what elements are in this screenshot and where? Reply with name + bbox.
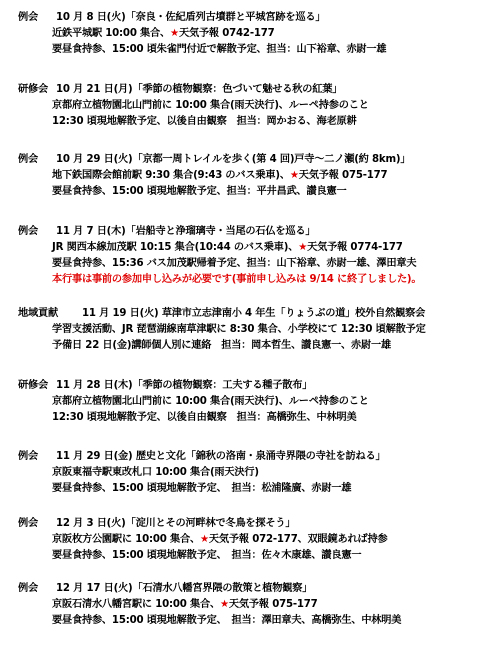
event-category: 地域貢献 bbox=[18, 308, 58, 319]
event-category: 例会 bbox=[18, 226, 38, 237]
event-details: 要昼食持参、15:00 頃朱雀門付近で解散予定、担当：山下裕章、赤尉一雄 bbox=[52, 44, 387, 55]
event-details: 12:30 頃現地解散予定、以後自由観察 担当：岡かおる、海老原耕 bbox=[52, 116, 357, 127]
event-entry bbox=[18, 10, 476, 58]
event-category: 研修会 bbox=[18, 84, 48, 95]
event-entry bbox=[18, 516, 476, 564]
star-icon: ★ bbox=[199, 534, 209, 545]
meeting-info: 京都府立植物園北山門前に 10:00 集合(雨天決行)、ルーペ持参のこと bbox=[52, 100, 369, 111]
event-details: 要昼食持参、15:00 頃現地解散予定、担当：平井昌武、讃良憲一 bbox=[52, 186, 347, 197]
event-title: 11 月 29 日(金) 歴史と文化「錦秋の洛南・泉涌寺界隈の寺社を訪ねる」 bbox=[56, 451, 386, 462]
event-entry bbox=[18, 152, 476, 200]
event-details: 要昼食持参、15:00 頃現地解散予定、 担当：澤田章夫、高橋弥生、中林明美 bbox=[52, 615, 402, 626]
star-icon: ★ bbox=[289, 170, 299, 181]
meeting-info: 京阪枚方公園駅に 10:00 集合、 bbox=[52, 534, 200, 545]
event-details: 要昼食持参、15:00 頃現地解散予定、 担当：佐々木康雄、讃良憲一 bbox=[52, 550, 362, 561]
event-title: 11 月 19 日(火) 草津市立志津南小 4 年生「りょうぶの道」校外自然観察会 bbox=[82, 308, 426, 319]
event-title: 11 月 28 日(木)「季節の植物観察：工夫する種子散布」 bbox=[56, 380, 313, 391]
weather-info: 天気予報 0742-177 bbox=[178, 28, 275, 39]
meeting-info: 学習支援活動、JR 琵琶湖線南草津駅に 8:30 集合、小学校にて 12:30 頃解散予定 bbox=[52, 324, 426, 335]
event-title: 12 月 17 日(火)「石清水八幡宮界隈の散策と植物観察」 bbox=[56, 583, 313, 594]
meeting-info: 地下鉄国際会館前駅 9:30 集合(9:43 のバス乗車)、 bbox=[52, 170, 290, 181]
event-category: 例会 bbox=[18, 583, 38, 594]
event-title: 10 月 21 日(月)「季節の植物観察：色づいて魅せる秋の紅葉」 bbox=[56, 84, 343, 95]
weather-info: 天気予報 072-177、双眼鏡あれば持参 bbox=[208, 534, 388, 545]
event-category: 例会 bbox=[18, 518, 38, 529]
event-details: 予備日 22 日(金)講師個人別に連絡 担当：岡本哲生、讃良憲一、赤尉一雄 bbox=[52, 340, 391, 351]
event-title: 12 月 3 日(火)「淀川とその河畔林で冬鳥を探そう」 bbox=[56, 518, 296, 529]
event-category: 例会 bbox=[18, 451, 38, 462]
meeting-info: 京都府立植物園北山門前に 10:00 集合(雨天決行)、ルーペ持参のこと bbox=[52, 396, 369, 407]
event-category: 研修会 bbox=[18, 380, 48, 391]
event-category: 例会 bbox=[18, 12, 38, 23]
event-entry bbox=[18, 581, 476, 629]
event-entry bbox=[18, 82, 476, 130]
event-title: 10 月 29 日(火)「京都一周トレイルを歩く(第 4 回)戸寺～二ノ瀬(約 8km)」 bbox=[56, 154, 411, 165]
event-entry bbox=[18, 378, 476, 426]
meeting-info: 近鉄平城駅 10:00 集合、 bbox=[52, 28, 171, 39]
event-details: 要昼食持参、15:36 バス加茂駅帰着予定、担当：山下裕章、赤尉一雄、澤田章夫 bbox=[52, 258, 417, 269]
registration-notice: 本行事は事前の参加申し込みが必要です(事前申し込みは 9/14 に終了しました)。 bbox=[52, 274, 422, 285]
weather-info: 天気予報 0774-177 bbox=[307, 242, 403, 253]
meeting-info: 京阪石清水八幡宮駅に 10:00 集合、 bbox=[52, 599, 220, 610]
event-details: 要昼食持参、15:00 頃現地解散予定、 担当：松浦隆廣、赤尉一雄 bbox=[52, 483, 352, 494]
star-icon: ★ bbox=[298, 242, 308, 253]
event-details: 12:30 頃現地解散予定、以後自由観察 担当：高橋弥生、中林明美 bbox=[52, 412, 357, 423]
star-icon: ★ bbox=[219, 599, 229, 610]
meeting-info: 京阪東福寺駅東改札口 10:00 集合(雨天決行) bbox=[52, 467, 259, 478]
event-title: 10 月 8 日(火)「奈良・佐紀盾列古墳群と平城宮跡を巡る」 bbox=[56, 12, 326, 23]
weather-info: 天気予報 075-177 bbox=[298, 170, 388, 181]
meeting-info: JR 関西本線加茂駅 10:15 集合(10:44 のバス乗車)、 bbox=[52, 242, 299, 253]
event-category: 例会 bbox=[18, 154, 38, 165]
event-title: 11 月 7 日(木)「岩船寺と浄瑠璃寺・当尾の石仏を巡る」 bbox=[56, 226, 316, 237]
event-entry bbox=[18, 449, 476, 497]
star-icon: ★ bbox=[170, 28, 179, 39]
weather-info: 天気予報 075-177 bbox=[228, 599, 318, 610]
event-entry bbox=[18, 306, 476, 354]
event-entry bbox=[18, 224, 476, 288]
